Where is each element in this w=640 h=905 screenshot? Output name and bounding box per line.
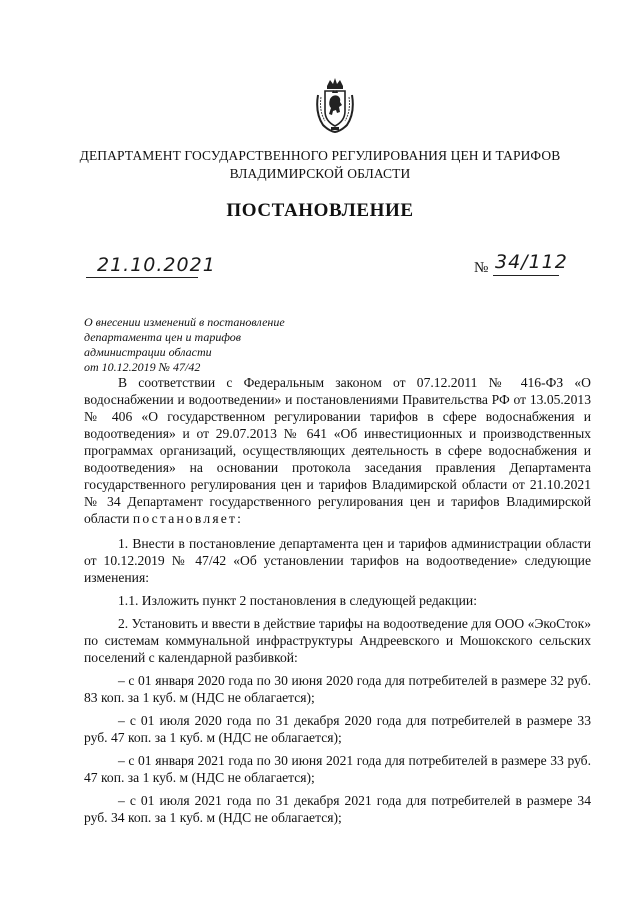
document-date: 21.10.2021 bbox=[97, 254, 216, 276]
item-1-1-paragraph: 1.1. Изложить пункт 2 постановления в следующей редакции: bbox=[118, 593, 477, 608]
tariff-paragraph: – с 01 января 2020 года по 30 июня 2020 года для потребителей в размере 32 руб. 83 коп. за 1 куб. м (НДС не облагается); bbox=[84, 673, 591, 705]
document-body bbox=[84, 374, 591, 826]
tariff-paragraph: – с 01 января 2021 года по 30 июня 2021 года для потребителей в размере 33 руб. 47 коп. за 1 куб. м (НДС не облагается); bbox=[84, 753, 591, 785]
item-1-paragraph: 1. Внести в постановление департамента цен и тарифов администрации области от 10.12.2019 № 47/42 «Об установлении тарифов на водоотведение» следующие изменения: bbox=[84, 536, 591, 585]
preamble-text: В соответствии с Федеральным законом от 07.12.2011 № 416-ФЗ «О водоснабжении и водоотведении» и постановлениями Правительства РФ от 13.05.2013 № 406 «О государственном регулировании тарифов в сфере водоснабжения и водоотведения» и от 29.07.2013 № 641 «Об инвестиционных и производственных программах организаций, осуществляющих деятельность в сфере водоснабжения и водоотведения» на основании протокола заседания правления Департамента государственного регулирования цен и тарифов Владимирской области от 21.10.2021 № 34 Департамент государственного регулирования цен и тарифов Владимирской области bbox=[84, 375, 591, 526]
number-sign: № bbox=[474, 260, 489, 276]
coat-of-arms-emblem-icon bbox=[313, 77, 357, 133]
tariff-paragraph: – с 01 июля 2021 года по 31 декабря 2021 года для потребителей в размере 34 руб. 34 коп. за 1 куб. м (НДС не облагается); bbox=[84, 793, 591, 825]
document-subject bbox=[84, 315, 344, 375]
preamble-paragraph bbox=[84, 374, 591, 527]
decree-word: постановляет: bbox=[132, 511, 244, 526]
date-underline bbox=[86, 277, 198, 278]
document-number: 34/112 bbox=[495, 251, 568, 273]
subject-line: от 10.12.2019 № 47/42 bbox=[84, 360, 201, 374]
number-underline bbox=[493, 275, 559, 276]
document-type-title: ПОСТАНОВЛЕНИЕ bbox=[226, 200, 414, 221]
subject-line: О внесении изменений в постановление bbox=[84, 315, 285, 329]
item-2-paragraph: 2. Установить и ввести в действие тарифы на водоотведение для ООО «ЭкоСток» по системам коммунальной инфраструктуры Андреевского и Мошокского сельских поселений с календарной разбивкой: bbox=[84, 616, 591, 665]
subject-line: департамента цен и тарифов bbox=[84, 330, 241, 344]
subject-line: администрации области bbox=[84, 345, 212, 359]
department-name-line-2: ВЛАДИМИРСКОЙ ОБЛАСТИ bbox=[229, 166, 411, 181]
tariff-paragraph: – с 01 июля 2020 года по 31 декабря 2020 года для потребителей в размере 33 руб. 47 коп. за 1 куб. м (НДС не облагается); bbox=[84, 713, 591, 745]
department-name-line-1: ДЕПАРТАМЕНТ ГОСУДАРСТВЕННОГО РЕГУЛИРОВАНИЯ ЦЕН И ТАРИФОВ bbox=[79, 148, 561, 163]
